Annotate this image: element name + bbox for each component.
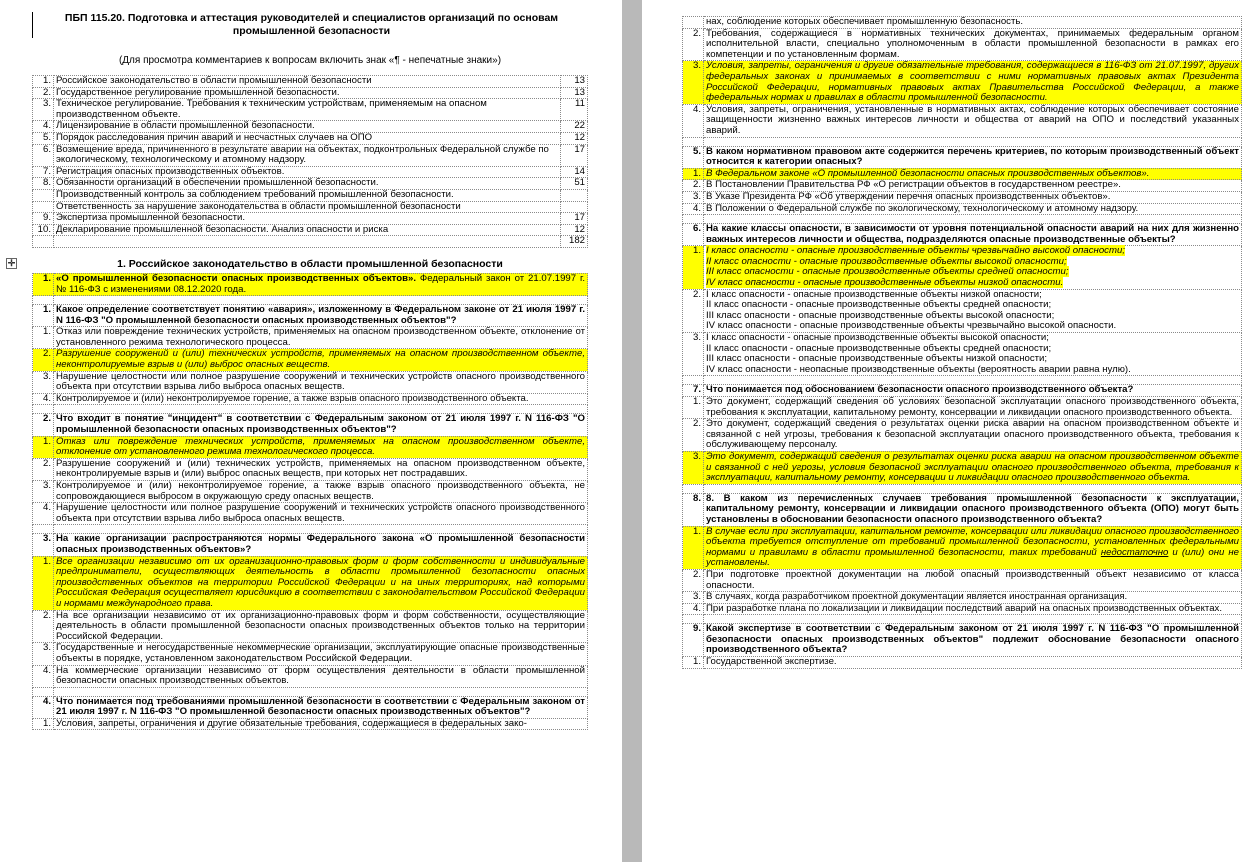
spacer-row bbox=[33, 687, 588, 696]
answer-row[interactable]: 1. Государственной экспертизе. bbox=[683, 657, 1242, 669]
answer-row-correct[interactable]: 1. В случае если при эксплуатации, капитальном ремонте, консервации или ликвидации опасного производственного объекта требуется отступление от требований промышленной безопасности, установленных федеральными нормами и правилами в области промышленной безопасности, таких требований недостаточно и (или) они не установлены. bbox=[683, 526, 1242, 569]
question-row: 8. 8. В каком из перечисленных случаев требования промышленной безопасности к эксплуатации, капитальному ремонту, консервации и ликвидации опасного производственного объекта (ОПО) могут быть установлены в обосновании безопасности опасного производственного объекта? bbox=[683, 493, 1242, 526]
toc-row[interactable]: 6. Возмещение вреда, причиненного в результате аварии на объектах, подконтрольных Федеральной службе по экологическому, технологическому и атомному надзору. 17 bbox=[33, 144, 588, 166]
answer-row[interactable]: 4. На коммерческие организации независимо от форм осуществления деятельности в области промышленной безопасности опасных производственных объектов. bbox=[33, 665, 588, 687]
answer-row[interactable]: 1. Условия, запреты, ограничения и другие обязательные требования, содержащиеся в федеральных зако- bbox=[33, 718, 588, 730]
answer-row[interactable]: 2. В Постановлении Правительства РФ «О регистрации объектов в государственном реестре». bbox=[683, 180, 1242, 192]
answer-row[interactable]: 3. Контролируемое и (или) неконтролируемое горение, а также взрыв опасного производственного объекта, не сопровождающиеся выбросом в окружающую среду опасных веществ. bbox=[33, 481, 588, 503]
answer-row-correct[interactable]: 3. Это документ, содержащий сведения о результатах оценки риска аварии на опасном производственном объекте и связанной с ней угрозы, условия безопасной эксплуатации опасного производственного объекта, требования к эксплуатации, капитальному ремонту, консервации и ликвидации опасного производственного объекта. bbox=[683, 451, 1242, 484]
question-row: 4. Что понимается под требованиями промышленной безопасности в соответствии с Федеральным законом от 21 июля 1997 г. N 116-ФЗ "О промышленной безопасности опасных производственных объектов"? bbox=[33, 696, 588, 718]
question-row: 3. На какие организации распространяются нормы Федерального закона «О промышленной безопасности опасных производственных объектов»? bbox=[33, 534, 588, 556]
document-page-right bbox=[642, 0, 1252, 862]
spacer-row bbox=[683, 484, 1242, 493]
answer-row[interactable]: 4. Контролируемое и (или) неконтролируемое горение, а также взрыв опасного производственного объекта. bbox=[33, 393, 588, 405]
answer-row[interactable]: 1. Отказ или повреждение технических устройств, применяемых на опасном производственном объекте, отклонение от установленного режима технологического процесса. bbox=[33, 327, 588, 349]
toc-row[interactable]: Производственный контроль за соблюдением требований промышленной безопасности. bbox=[33, 189, 588, 201]
question-row: 5. В каком нормативном правовом акте содержится перечень критериев, по которым производственный объект относится к категории опасных? bbox=[683, 146, 1242, 168]
toc-row[interactable]: 10. Декларирование промышленной безопасности. Анализ опасности и риска 12 bbox=[33, 224, 588, 236]
answer-row-correct[interactable]: 1. Все организации независимо от их организационно-правовых форм и форм собственности и индивидуальные предприниматели, осуществляющих деятельность в области промышленной безопасности опасных производственных объектов на территории Российской Федерации и на иных территориях, над которыми Российская Федерация осуществляет юрисдикцию в соответствии с законодательством Российской Федерации и нормами международного права. bbox=[33, 556, 588, 610]
answer-row[interactable]: 2. Это документ, содержащий сведения о результатах оценки риска аварии на опасном производственном объекте и связанной с ней угрозы, требования к безопасной эксплуатации опасного производственного объекта, требования к обслуживающему персоналу. bbox=[683, 419, 1242, 452]
questions-table-right bbox=[682, 16, 1242, 669]
answer-row-continuation: нах, соблюдение которых обеспечивает промышленную безопасность. bbox=[683, 17, 1242, 29]
toc-total-row: 182 bbox=[33, 236, 588, 248]
toc-row[interactable]: 1. Российское законодательство в области промышленной безопасности 13 bbox=[33, 76, 588, 88]
answer-row-correct[interactable]: 2. Разрушение сооружений и (или) технических устройств, применяемых на опасном производственном объекте, неконтролируемые взрыв и (или) выброс опасных веществ. bbox=[33, 349, 588, 371]
answer-row[interactable]: 2. Разрушение сооружений и (или) технических устройств, применяемых на опасном производственном объекте, неконтролируемые взрыв и (или) выброс опасных веществ, при которых нет пострадавших. bbox=[33, 458, 588, 480]
question-row: 1. Какое определение соответствует понятию «авария», изложенному в Федеральном законе от 21 июля 1997 г. N 116-ФЗ "О промышленной безопасности опасных производственных объектов"? bbox=[33, 305, 588, 327]
table-of-contents bbox=[32, 75, 588, 248]
table-move-handle-icon[interactable]: ✛ bbox=[7, 257, 16, 268]
question-row: 9. Какой экспертизе в соответствии с Федеральным законом от 21 июля 1997 г. N 116-ФЗ "О промышленной безопасности опасных производственных объектов" подлежит обоснование безопасности опасного производственного объекта? bbox=[683, 624, 1242, 657]
answer-row[interactable]: 2. На все организации независимо от их организационно-правовых форм и форм собственности, осуществляющие деятельность в области промышленной безопасности опасных производственных объектов только на территории Российской Федерации. bbox=[33, 610, 588, 643]
document-note: (Для просмотра комментариев к вопросам включить знак «¶ - непечатные знаки») bbox=[118, 55, 502, 66]
answer-row[interactable]: 4. В Положении о Федеральной службе по экологическому, технологическому и атомному надзору. bbox=[683, 203, 1242, 215]
answer-row[interactable]: 2. При подготовке проектной документации на любой опасный производственный объект независимо от класса опасности. bbox=[683, 569, 1242, 591]
toc-row[interactable]: 8. Обязанности организаций в обеспечении промышленной безопасности. 51 bbox=[33, 178, 588, 190]
question-row: 7. Что понимается под обоснованием безопасности опасного производственного объекта? bbox=[683, 385, 1242, 397]
answer-row-correct[interactable]: 1. В Федеральном законе «О промышленной безопасности опасных производственных объектов». bbox=[683, 168, 1242, 180]
answer-row[interactable]: 4. Нарушение целостности или полное разрушение сооружений и технических устройств опасного производственного объекта при отсутствии взрыва либо выброса опасных веществ. bbox=[33, 503, 588, 525]
toc-row[interactable]: 3. Техническое регулирование. Требования к техническим устройствам, применяемым на опасном производственном объекте. 11 bbox=[33, 99, 588, 121]
answer-row[interactable]: 2. Требования, содержащиеся в нормативных технических документах, принимаемых федеральным органом исполнительной власти, специально уполномоченным в области промышленной безопасности в рамках его компетенции и по установленным формам. bbox=[683, 28, 1242, 61]
answer-row[interactable]: 3. В случаях, когда разработчиком проектной документации является иностранная организация. bbox=[683, 592, 1242, 604]
questions-table-left bbox=[32, 273, 588, 731]
answer-row-correct[interactable]: 3. Условия, запреты, ограничения и другие обязательные требования, содержащиеся в 116-ФЗ от 21.07.1997, других федеральных законах и принимаемых в соответствии с ними нормативных правовых актах Президента Российской Федерации, нормативных правовых актах Правительства Российской Федерации, а также федеральных нормах и правилах в области промышленной безопасности. bbox=[683, 61, 1242, 104]
answer-row[interactable]: 3. В Указе Президента РФ «Об утверждении перечня опасных производственных объектов». bbox=[683, 191, 1242, 203]
spacer-row bbox=[683, 137, 1242, 146]
section-title: ✛ 1. Российское законодательство в области промышленной безопасности bbox=[7, 257, 503, 270]
law-row: 1. «О промышленной безопасности опасных производственных объектов». Федеральный закон от 21.07.1997 г. № 116-ФЗ с изменениями 08.12.2020 года. bbox=[33, 273, 588, 295]
toc-row[interactable]: 7. Регистрация опасных производственных объектов. 14 bbox=[33, 166, 588, 178]
answer-row[interactable]: 3. Государственные и негосударственные некоммерческие организации, эксплуатирующие опасные производственные объекты в порядке, установленном законодательством Российской Федерации. bbox=[33, 643, 588, 665]
answer-row[interactable]: 1. Это документ, содержащий сведения об условиях безопасной эксплуатации опасного производственного объекта, требования к эксплуатации, капитальному ремонту, консервации и ликвидации опасного производственного объекта. bbox=[683, 397, 1242, 419]
answer-row-correct[interactable]: 1. I класс опасности - опасные производственные объекты чрезвычайно высокой опасности; II класс опасности - опасные производственные объекты высокой опасности; III класс опасности - опасные производственные объекты средней опасности; IV класс опасности - опасные производственные объекты низкой опасности. bbox=[683, 246, 1242, 289]
toc-row[interactable]: 2. Государственное регулирование промышленной безопасности. 13 bbox=[33, 87, 588, 99]
answer-row[interactable]: 4. При разработке плана по локализации и ликвидации последствий аварий на опасных производственных объектах. bbox=[683, 603, 1242, 615]
document-title: ПБП 115.20. Подготовка и аттестация руководителей и специалистов организаций по основам промышленной безопасности bbox=[32, 12, 588, 38]
page-content bbox=[7, 12, 588, 730]
question-row: 2. Что входит в понятие "инцидент" в соответствии с Федеральным законом от 21 июля 1997 г. N 116-ФЗ "О промышленной безопасности опасных производственных объектов"? bbox=[33, 414, 588, 436]
answer-row[interactable]: 3. I класс опасности - опасные производственные объекты высокой опасности; II класс опасности - опасные производственные объекты средней опасности; III класс опасности - опасные производственные объекты низкой опасности; IV класс опасности - неопасные производственные объекты (вероятность аварии равна нулю). bbox=[683, 333, 1242, 376]
answer-row[interactable]: 3. Нарушение целостности или полное разрушение сооружений и технических устройств опасного производственного объекта при отсутствии взрыва либо выброса опасных веществ. bbox=[33, 371, 588, 393]
page-content bbox=[682, 16, 1242, 669]
document-page-left bbox=[0, 0, 622, 862]
answer-row[interactable]: 2. I класс опасности - опасные производственные объекты низкой опасности; II класс опасности - опасные производственные объекты средней опасности; III класс опасности - опасные производственные объекты высокой опасности; IV класс опасности - опасные производственные объекты чрезвычайно высокой опасности. bbox=[683, 289, 1242, 332]
toc-row[interactable]: 4. Лицензирование в области промышленной безопасности. 22 bbox=[33, 121, 588, 133]
toc-row[interactable]: 9. Экспертиза промышленной безопасности. 17 bbox=[33, 213, 588, 225]
question-row: 6. На какие классы опасности, в зависимости от уровня потенциальной опасности аварий на них для жизненно важных интересов личности и общества, подразделяются опасные производственные объекты? bbox=[683, 224, 1242, 246]
toc-row[interactable]: Ответственность за нарушение законодательства в области промышленной безопасности bbox=[33, 201, 588, 213]
toc-row[interactable]: 5. Порядок расследования причин аварий и несчастных случаев на ОПО 12 bbox=[33, 132, 588, 144]
answer-row-correct[interactable]: 1. Отказ или повреждение технических устройств, применяемых на опасном производственном объекте, отклонение от установленного режима технологического процесса. bbox=[33, 436, 588, 458]
answer-row[interactable]: 4. Условия, запреты, ограничения, установленные в нормативных актах, соблюдение которых обеспечивает состояние защищенности жизненно важных интересов личности и общества от аварий на ОПО и последствий указанных аварий. bbox=[683, 104, 1242, 137]
